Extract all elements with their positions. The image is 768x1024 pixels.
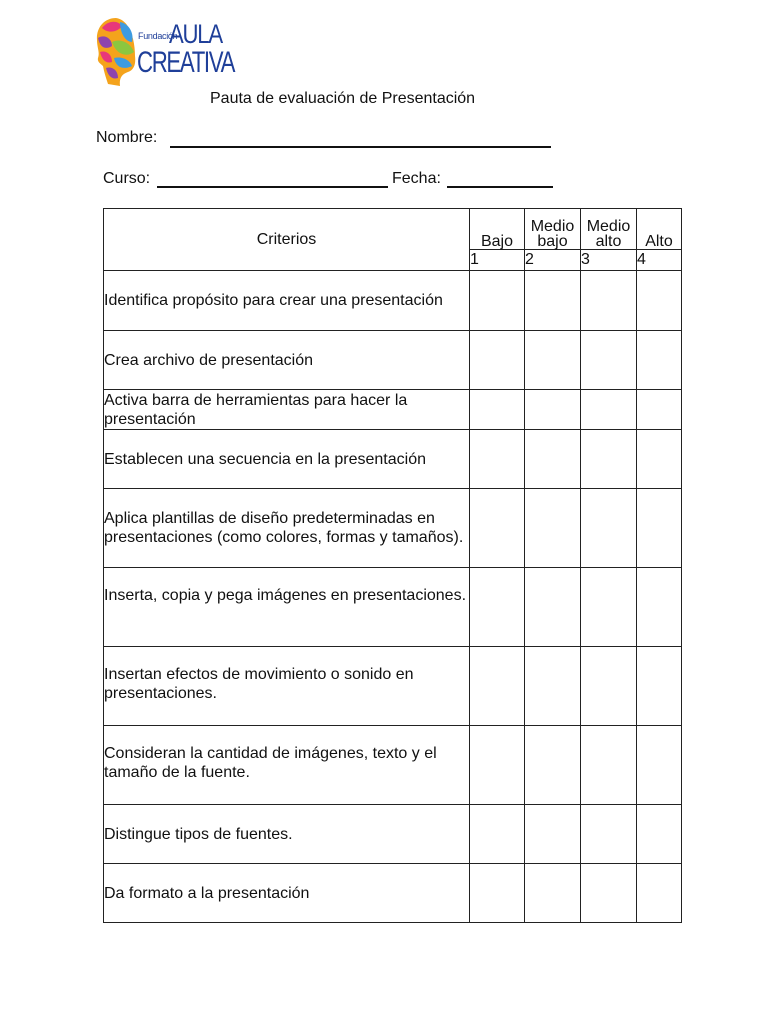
date-label: Fecha: bbox=[392, 170, 441, 187]
score-cell-1[interactable] bbox=[470, 390, 525, 430]
brain-head-icon bbox=[94, 14, 138, 92]
score-cell-1[interactable] bbox=[470, 430, 525, 489]
criterion-text: Aplica plantillas de diseño predeterminadas en presentaciones (como colores, formas y tamaños). bbox=[104, 489, 470, 568]
table-row bbox=[104, 331, 682, 390]
score-cell-2[interactable] bbox=[525, 864, 581, 923]
score-cell-1[interactable] bbox=[470, 271, 525, 331]
score-cell-1[interactable] bbox=[470, 726, 525, 805]
score-cell-4[interactable] bbox=[637, 864, 682, 923]
table-row bbox=[104, 430, 682, 489]
score-cell-4[interactable] bbox=[637, 489, 682, 568]
logo-small-text: Fundación bbox=[138, 31, 178, 41]
criterion-text: Identifica propósito para crear una presentación bbox=[104, 271, 470, 331]
score-cell-4[interactable] bbox=[637, 568, 682, 647]
level-header-bajo: Bajo bbox=[470, 209, 525, 250]
criteria-header: Criterios bbox=[104, 209, 470, 271]
score-cell-1[interactable] bbox=[470, 331, 525, 390]
score-cell-1[interactable] bbox=[470, 647, 525, 726]
score-cell-3[interactable] bbox=[581, 430, 637, 489]
score-cell-1[interactable] bbox=[470, 489, 525, 568]
score-cell-3[interactable] bbox=[581, 726, 637, 805]
table-header-row bbox=[104, 209, 682, 250]
criterion-text: Consideran la cantidad de imágenes, texto y el tamaño de la fuente. bbox=[104, 726, 470, 805]
score-cell-2[interactable] bbox=[525, 430, 581, 489]
criterion-text: Da formato a la presentación bbox=[104, 864, 470, 923]
score-cell-2[interactable] bbox=[525, 805, 581, 864]
level-header-medio-alto: Medio alto bbox=[581, 209, 637, 250]
score-cell-1[interactable] bbox=[470, 805, 525, 864]
score-cell-4[interactable] bbox=[637, 647, 682, 726]
level-number-2: 2 bbox=[525, 250, 581, 271]
name-label: Nombre: bbox=[96, 129, 158, 146]
table-row bbox=[104, 390, 682, 430]
criterion-text: Establecen una secuencia en la presentación bbox=[104, 430, 470, 489]
criterion-text: Insertan efectos de movimiento o sonido en presentaciones. bbox=[104, 647, 470, 726]
document-title: Pauta de evaluación de Presentación bbox=[210, 90, 476, 107]
table-row bbox=[104, 864, 682, 923]
score-cell-3[interactable] bbox=[581, 864, 637, 923]
score-cell-3[interactable] bbox=[581, 805, 637, 864]
table-row bbox=[104, 568, 682, 647]
logo-text-aula: AULA bbox=[169, 19, 222, 49]
criterion-text: Distingue tipos de fuentes. bbox=[104, 805, 470, 864]
table-row bbox=[104, 489, 682, 568]
score-cell-4[interactable] bbox=[637, 430, 682, 489]
score-cell-3[interactable] bbox=[581, 331, 637, 390]
criterion-text: Inserta, copia y pega imágenes en presentaciones. bbox=[104, 568, 470, 647]
table-row bbox=[104, 647, 682, 726]
level-number-4: 4 bbox=[637, 250, 682, 271]
score-cell-2[interactable] bbox=[525, 726, 581, 805]
table-row bbox=[104, 805, 682, 864]
score-cell-2[interactable] bbox=[525, 568, 581, 647]
score-cell-2[interactable] bbox=[525, 390, 581, 430]
logo-text-creativa: CREATIVA bbox=[137, 46, 235, 79]
score-cell-4[interactable] bbox=[637, 271, 682, 331]
score-cell-3[interactable] bbox=[581, 390, 637, 430]
table-row bbox=[104, 726, 682, 805]
date-field[interactable] bbox=[447, 186, 553, 188]
score-cell-2[interactable] bbox=[525, 271, 581, 331]
logo bbox=[94, 14, 235, 92]
level-number-1: 1 bbox=[470, 250, 525, 271]
score-cell-4[interactable] bbox=[637, 726, 682, 805]
criterion-text: Activa barra de herramientas para hacer la presentación bbox=[104, 390, 470, 430]
score-cell-2[interactable] bbox=[525, 331, 581, 390]
score-cell-2[interactable] bbox=[525, 647, 581, 726]
score-cell-3[interactable] bbox=[581, 271, 637, 331]
course-label: Curso: bbox=[103, 170, 151, 187]
name-field[interactable] bbox=[170, 146, 551, 148]
score-cell-3[interactable] bbox=[581, 568, 637, 647]
course-field[interactable] bbox=[157, 186, 388, 188]
score-cell-1[interactable] bbox=[470, 864, 525, 923]
level-header-medio-bajo: Medio bajo bbox=[525, 209, 581, 250]
criterion-text: Crea archivo de presentación bbox=[104, 331, 470, 390]
score-cell-3[interactable] bbox=[581, 647, 637, 726]
score-cell-2[interactable] bbox=[525, 489, 581, 568]
level-number-3: 3 bbox=[581, 250, 637, 271]
score-cell-1[interactable] bbox=[470, 568, 525, 647]
level-header-alto: Alto bbox=[637, 209, 682, 250]
score-cell-4[interactable] bbox=[637, 390, 682, 430]
score-cell-4[interactable] bbox=[637, 805, 682, 864]
criteria-table bbox=[103, 208, 682, 923]
table-row bbox=[104, 271, 682, 331]
score-cell-3[interactable] bbox=[581, 489, 637, 568]
score-cell-4[interactable] bbox=[637, 331, 682, 390]
